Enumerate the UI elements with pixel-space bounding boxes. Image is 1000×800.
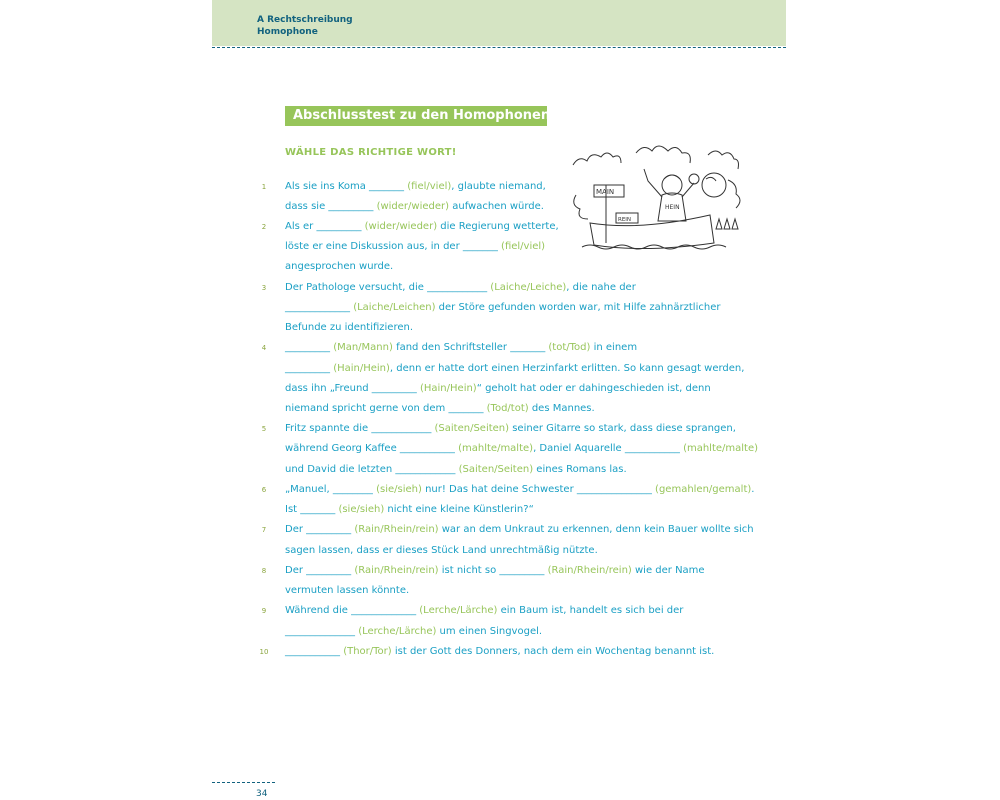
answer-options: (mahlte/malte) (458, 443, 534, 454)
footer-divider (212, 782, 275, 783)
exercise-title: Abschlusstest zu den Homophonen (293, 108, 551, 123)
sentence-text: war an dem Unkraut zu erkennen, denn kein Bauer wollte sich (438, 524, 754, 535)
answer-options: (fiel/viel) (501, 241, 546, 252)
sentence-text: nicht eine kleine Künstlerin?“ (384, 504, 534, 515)
exercise-line (285, 645, 714, 659)
page-number: 34 (256, 789, 268, 799)
answer-options: (mahlte/malte) (683, 443, 759, 454)
sentence-text: . (751, 484, 755, 495)
answer-options: (sie/sieh) (338, 504, 385, 515)
sentence-text: löste er eine Diskussion aus, in der _______ (285, 241, 502, 252)
question-number: 10 (259, 648, 269, 656)
exercise-line (285, 240, 545, 254)
exercise-line (285, 604, 683, 618)
answer-options: (sie/sieh) (376, 484, 422, 495)
sentence-text: seiner Gitarre so stark, dass diese sprangen, (509, 423, 736, 434)
sentence-text: dass ihn „Freund _________ (285, 383, 420, 394)
exercise-line (285, 442, 758, 456)
sentence-text: Während die _____________ (285, 605, 420, 616)
sentence-text: des Mannes. (528, 403, 595, 414)
sentence-text: Der _________ (285, 524, 355, 535)
sentence-text: Als er _________ (285, 221, 365, 232)
answer-options: (Tod/tot) (486, 403, 529, 414)
answer-options: (Laiche/Leiche) (490, 282, 567, 293)
exercise-line (285, 463, 627, 477)
sentence-text: _____________ (285, 302, 354, 313)
sentence-text: um einen Singvogel. (436, 626, 543, 637)
exercise-line (285, 200, 544, 214)
answer-options: (tot/Tod) (548, 342, 591, 353)
sentence-text: Ist _______ (285, 504, 339, 515)
sentence-text: , Daniel Aquarelle ___________ (533, 443, 684, 454)
sentence-text: ______________ (285, 626, 359, 637)
exercise-line (285, 584, 409, 598)
answer-options: (Rain/Rhein/rein) (354, 524, 439, 535)
answer-options: (wider/wieder) (364, 221, 438, 232)
question-number: 5 (261, 425, 267, 433)
header-divider (212, 47, 786, 48)
sentence-text: „Manuel, ________ (285, 484, 377, 495)
answer-options: (gemahlen/gemalt) (655, 484, 752, 495)
sentence-text: während Georg Kaffee ___________ (285, 443, 459, 454)
sentence-text: _________ (285, 342, 334, 353)
sentence-text: , die nahe der (566, 282, 636, 293)
exercise-line (285, 544, 598, 558)
exercise-line (285, 220, 559, 234)
question-number: 4 (261, 344, 267, 352)
exercise-line (285, 382, 711, 396)
sentence-text: der Störe gefunden worden war, mit Hilfe zahnärztlicher (435, 302, 721, 313)
sentence-text: vermuten lassen könnte. (285, 585, 410, 596)
sign-rhein-text: REIN (618, 217, 632, 223)
exercise-line (285, 503, 534, 517)
answer-options: (Thor/Tor) (343, 646, 392, 657)
sentence-text: eines Romans las. (533, 464, 627, 475)
sentence-text: aufwachen würde. (449, 201, 544, 212)
answer-options: (Saiten/Seiten) (434, 423, 510, 434)
exercise-line (285, 362, 744, 376)
question-number: 6 (261, 486, 267, 494)
answer-options: (Lerche/Lärche) (358, 626, 437, 637)
sentence-text: die Regierung wetterte, (437, 221, 559, 232)
question-number: 3 (261, 284, 267, 292)
chapter-subtitle: Homophone (257, 27, 318, 37)
exercise-line (285, 321, 413, 335)
sentence-text: niemand spricht gerne von dem _______ (285, 403, 487, 414)
sentence-text: Als sie ins Koma _______ (285, 181, 408, 192)
sentence-text: , denn er hatte dort einen Herzinfarkt erlitten. So kann gesagt werden, (389, 363, 745, 374)
sentence-text: und David die letzten ____________ (285, 464, 459, 475)
sentence-text: , glaubte niemand, (451, 181, 546, 192)
exercise-line (285, 260, 393, 274)
exercise-line (285, 523, 754, 537)
answer-options: (Laiche/Leichen) (353, 302, 436, 313)
sentence-text: ist nicht so _________ (438, 565, 548, 576)
exercise-line (285, 301, 720, 315)
exercise-line (285, 281, 636, 295)
exercise-line (285, 422, 736, 436)
boat-cartoon-illustration (568, 135, 748, 250)
sentence-text: Befunde zu identifizieren. (285, 322, 414, 333)
sentence-text: sagen lassen, dass er dieses Stück Land unrechtmäßig nützte. (285, 545, 598, 556)
sentence-text: Der Pathologe versucht, die ____________ (285, 282, 491, 293)
answer-options: (Saiten/Seiten) (458, 464, 534, 475)
answer-options: (Rain/Rhein/rein) (547, 565, 632, 576)
sentence-text: Fritz spannte die ____________ (285, 423, 435, 434)
answer-options: (Hain/Hein) (333, 363, 390, 374)
sentence-text: wie der Name (631, 565, 705, 576)
answer-options: (fiel/viel) (407, 181, 452, 192)
sentence-text: Der _________ (285, 565, 355, 576)
answer-options: (Man/Mann) (333, 342, 393, 353)
sign-main-text: MAIN (596, 188, 615, 196)
sentence-text: nur! Das hat deine Schwester _______________ (421, 484, 656, 495)
sentence-text: ___________ (285, 646, 344, 657)
sentence-text: ist der Gott des Donners, nach dem ein Wochentag benannt ist. (391, 646, 715, 657)
sentence-text: fand den Schriftsteller _______ (392, 342, 549, 353)
exercise-line (285, 180, 546, 194)
sentence-text: angesprochen wurde. (285, 261, 394, 272)
question-number: 7 (261, 526, 267, 534)
exercise-line (285, 483, 754, 497)
exercise-line (285, 341, 637, 355)
exercise-instruction: WÄHLE DAS RICHTIGE WORT! (285, 147, 457, 158)
answer-options: (Rain/Rhein/rein) (354, 565, 439, 576)
question-number: 9 (261, 607, 267, 615)
sentence-text: ein Baum ist, handelt es sich bei der (497, 605, 684, 616)
exercise-line (285, 564, 705, 578)
exercise-line (285, 625, 542, 639)
question-number: 2 (261, 223, 267, 231)
answer-options: (wider/wieder) (376, 201, 450, 212)
question-number: 1 (261, 183, 267, 191)
answer-options: (Hain/Hein) (419, 383, 477, 394)
shirt-text: HEIN (665, 204, 680, 211)
chapter-title: A Rechtschreibung (257, 15, 353, 25)
sentence-text: in einem (590, 342, 638, 353)
sentence-text: dass sie _________ (285, 201, 377, 212)
exercise-line (285, 402, 595, 416)
answer-options: (Lerche/Lärche) (419, 605, 498, 616)
sentence-text: _________ (285, 363, 334, 374)
question-number: 8 (261, 567, 267, 575)
sentence-text: “ geholt hat oder er dahingeschieden ist, denn (476, 383, 711, 394)
